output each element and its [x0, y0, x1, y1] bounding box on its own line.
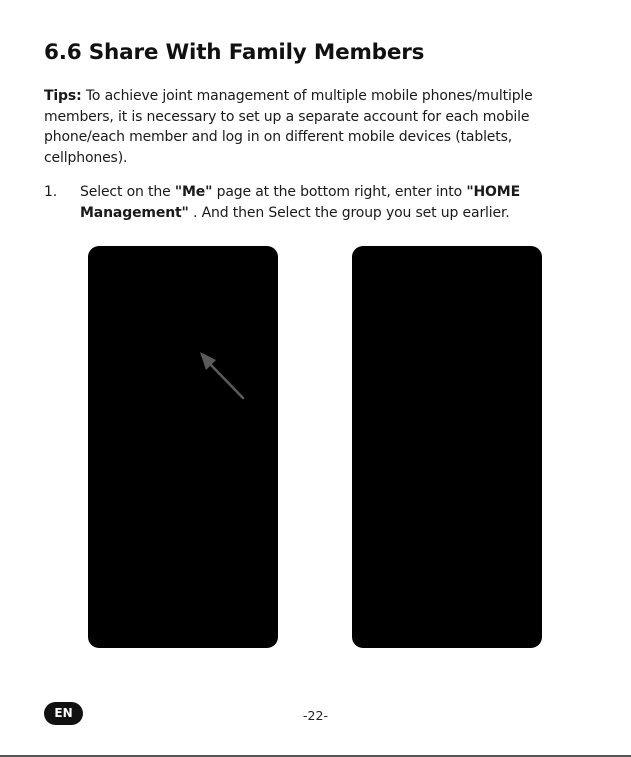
step-text-part: Select on the [80, 184, 175, 200]
page-number: -22- [303, 708, 328, 723]
step-number: 1. [44, 184, 58, 200]
step-text-part: . And then Select the group you set up earlier. [188, 205, 510, 221]
step-text-bold-home-management: "HOME Management" [80, 184, 521, 221]
tips-label: Tips: [44, 88, 82, 104]
section-title: 6.6 Share With Family Members [44, 40, 425, 65]
step-text-bold-me: "Me" [174, 184, 213, 200]
arrow-pointer-icon [88, 246, 278, 648]
step-text [80, 182, 560, 224]
tips-paragraph [44, 86, 564, 168]
phone-screenshot-left [88, 246, 278, 648]
language-badge: EN [44, 702, 83, 725]
step-text-part: page at the bottom right, enter into [212, 184, 467, 200]
tips-text: To achieve joint management of multiple mobile phones/multiple members, it is necessary to set up a separate account for each mobile phone/each member and log in on different mobile devices (tablets, cellphones). [44, 88, 533, 166]
phone-screenshot-right [352, 246, 542, 648]
